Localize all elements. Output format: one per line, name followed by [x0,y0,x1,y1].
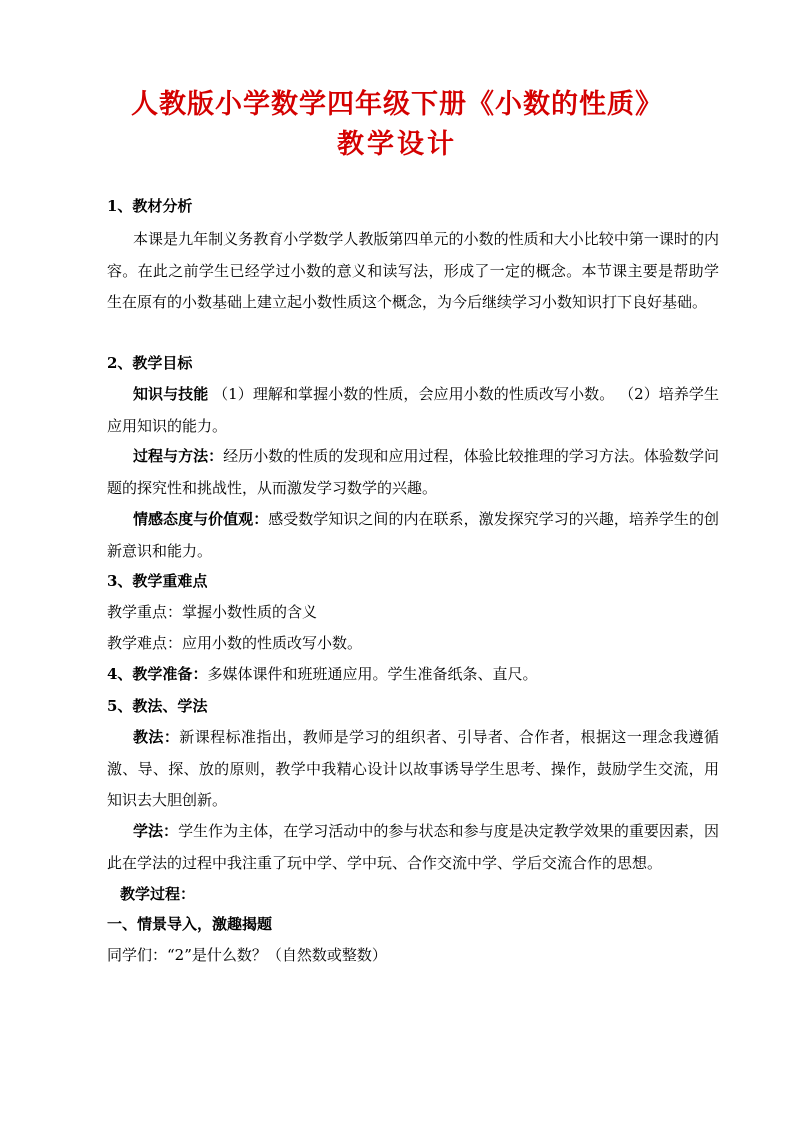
teaching-method-paragraph [107,722,719,817]
teaching-process-heading: 教学过程： [120,885,196,903]
knowledge-text: （1）理解和掌握小数的性质，会应用小数的性质改写小数。 （2）培养学生应用知识的能力。 [107,385,719,435]
document-subtitle: 教学设计 [337,129,457,160]
section-4-line [107,664,537,684]
key-point-text: 教学重点：掌握小数性质的含义 [107,603,318,621]
process-text: 经历小数的性质的发现和应用过程，体验比较推理的学习方法。体验数学问题的探究性和挑战性，从而激发学习数学的兴趣。 [107,447,719,497]
difficult-point-text: 教学难点：应用小数的性质改写小数。 [107,634,363,652]
teaching-method-label: 教法： [133,728,180,746]
learning-method-paragraph [107,816,719,879]
section-3-heading: 3、教学重难点 [107,572,208,590]
emotion-label: 情感态度与价值观： [133,510,269,528]
section-4-text: 多媒体课件和班班通应用。学生准备纸条、直尺。 [207,665,538,683]
section-5-heading: 5、教法、学法 [107,697,208,715]
document-title: 人教版小学数学四年级下册《小数的性质》 [131,89,663,120]
emotion-paragraph [107,504,719,567]
learning-method-text: 学生作为主体，在学习活动中的参与状态和参与度是决定教学效果的重要因素，因此在学法的过程中我注重了玩中学、学中玩、合作交流中学、学后交流合作的思想。 [107,822,719,872]
emotion-text: 感受数学知识之间的内在联系，激发探究学习的兴趣，培养学生的创新意识和能力。 [107,510,719,560]
knowledge-label: 知识与技能 [133,385,209,403]
learning-method-label: 学法： [133,822,179,840]
process-paragraph [107,441,719,504]
step-1-heading: 一、情景导入，激趣揭题 [107,915,273,933]
step-1-text: 同学们：“2”是什么数？（自然数或整数） [107,946,387,964]
knowledge-paragraph [107,379,719,442]
teaching-method-text: 新课程标准指出，教师是学习的组织者、引导者、合作者，根据这一理念我遵循激、导、探、放的原则，教学中我精心设计以故事诱导学生思考、操作，鼓励学生交流，用知识去大胆创新。 [107,728,719,809]
section-1-paragraph: 本课是九年制义务教育小学数学人教版第四单元的小数的性质和大小比较中第一课时的内容。在此之前学生已经学过小数的意义和读写法，形成了一定的概念。本节课主要是帮助学生在原有的小数基础上建立起小数性质这个概念，为今后继续学习小数知识打下良好基础。 [107,230,719,311]
process-label: 过程与方法： [133,447,224,465]
section-1-heading: 1、教材分析 [107,197,193,215]
section-4-heading: 4、教学准备： [107,665,208,683]
section-2-heading: 2、教学目标 [107,354,193,372]
